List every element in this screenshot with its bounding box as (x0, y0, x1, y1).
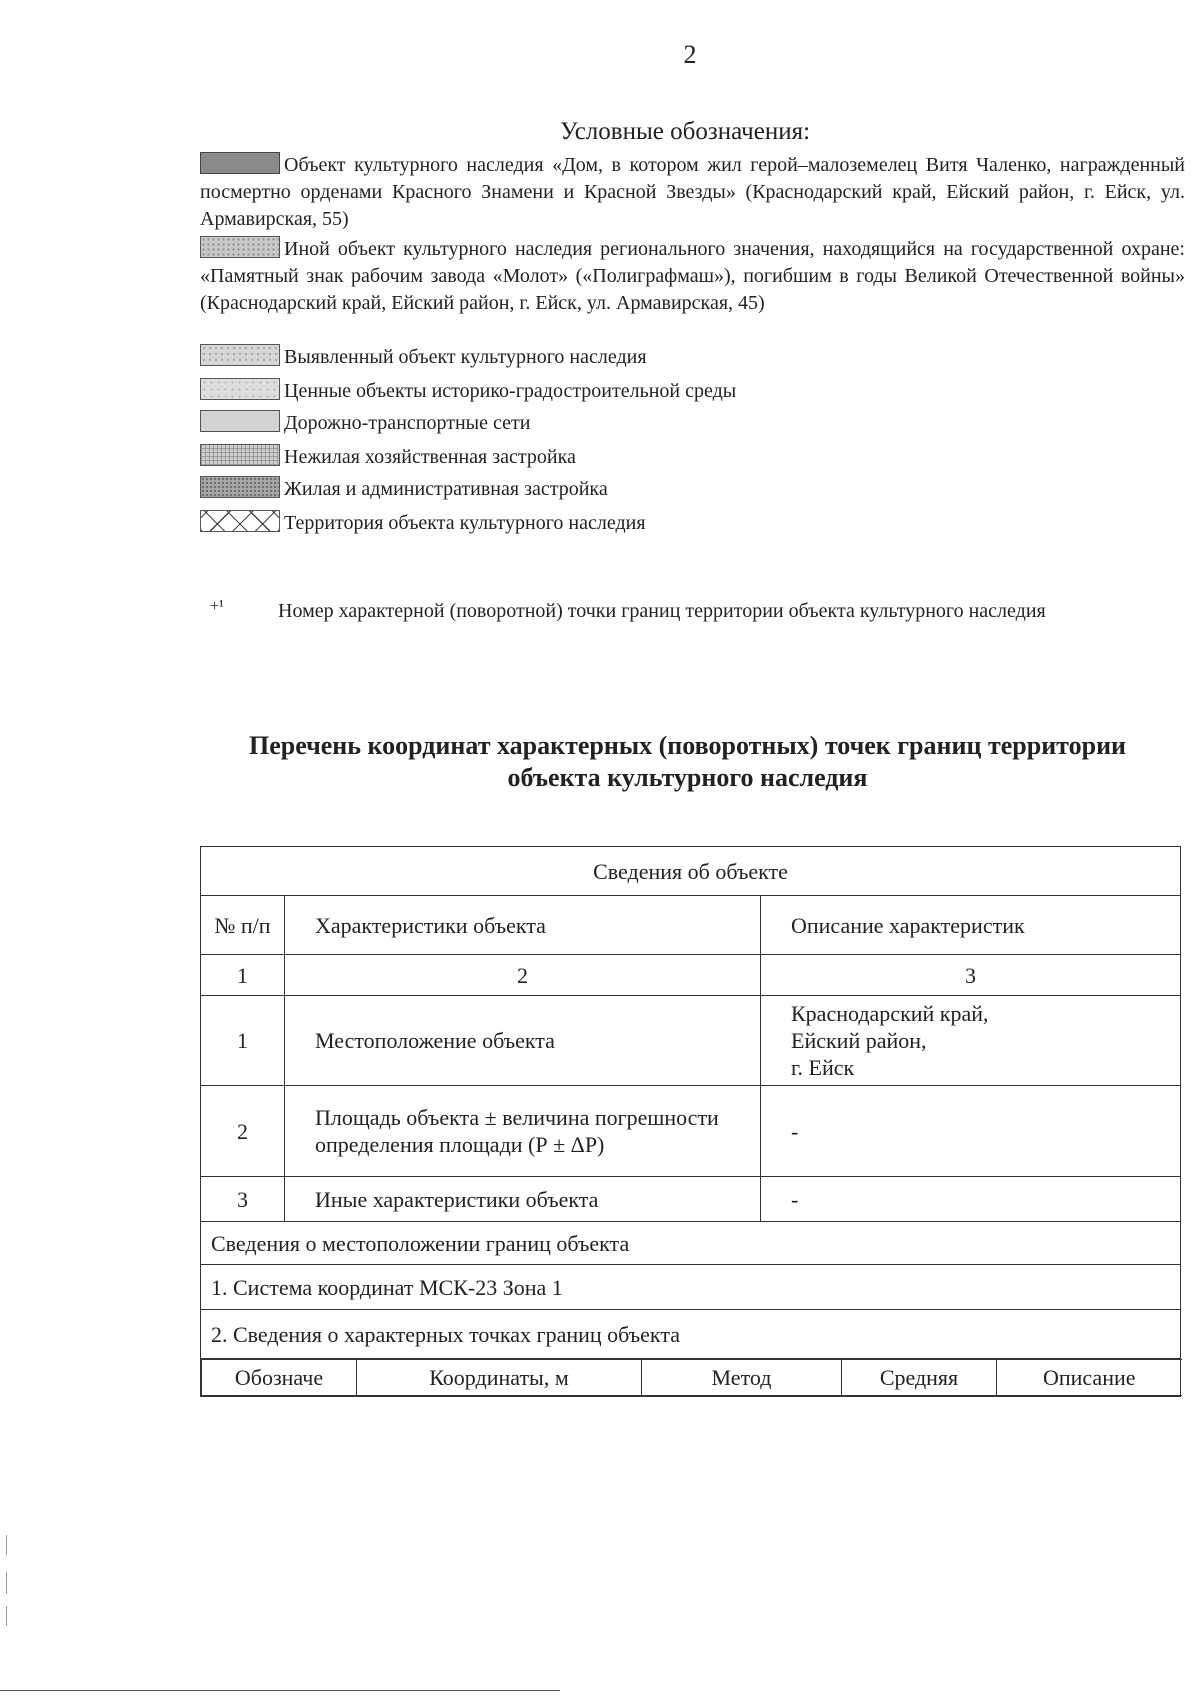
boundary-title-cell: Сведения о местоположении границ объекта (201, 1222, 1181, 1265)
row-desc-cell: - (761, 1086, 1181, 1177)
legend-item-text: Территория объекта культурного наследия (284, 512, 646, 534)
legend-item-text: Объект культурного наследия «Дом, в котором жил герой–малоземелец Витя Чаленко, награжденный посмертно орденами Красного Знамени и Красной Звезды» (Краснодарский край, Ейский район, г. Ейск, ул. Армавирская, 55) (200, 154, 1185, 230)
col-number-cell: 2 (285, 955, 761, 996)
row-desc-cell (761, 996, 1181, 1086)
row-char-cell: Иные характеристики объекта (285, 1177, 761, 1222)
points-header-label: Обозначе (202, 1360, 357, 1396)
legend-item-non-residential (200, 444, 1185, 471)
table-row (201, 847, 1181, 896)
crosshatch-swatch-icon (200, 510, 280, 532)
point-marker-icon: +¹ (210, 598, 224, 615)
header-char-cell: Характеристики объекта (285, 896, 761, 955)
points-header-method: Метод (642, 1360, 842, 1396)
table-row (201, 1222, 1181, 1265)
grid-swatch-icon (200, 444, 280, 466)
row-desc-cell: - (761, 1177, 1181, 1222)
legend-item-heritage-object (200, 152, 1185, 233)
legend-item-text: Нежилая хозяйственная застройка (284, 446, 576, 468)
points-header-description: Описание (997, 1360, 1182, 1396)
table-row (202, 1360, 1182, 1396)
legend-item-residential (200, 476, 1185, 503)
points-header-mean: Средняя (842, 1360, 997, 1396)
table-row (201, 1177, 1181, 1222)
legend-item-text: Жилая и административная застройка (284, 478, 608, 500)
desc-line: г. Ейск (791, 1055, 855, 1080)
page-number: 2 (683, 40, 697, 69)
col-number-cell: 1 (201, 955, 285, 996)
table-row (201, 996, 1181, 1086)
table-row (201, 896, 1181, 955)
legend-item-other-heritage-object (200, 236, 1185, 317)
legend-item-heritage-territory (200, 510, 1185, 537)
col-number-cell: 3 (761, 955, 1181, 996)
points-header-coords: Координаты, м (357, 1360, 642, 1396)
legend-item-point-number (210, 598, 1046, 623)
coordinates-heading (195, 730, 1180, 794)
scan-edge-mark (6, 1572, 7, 1594)
table-row (201, 955, 1181, 996)
legend-item-valuable-objects (200, 378, 1185, 405)
row-num-cell: 1 (201, 996, 285, 1086)
scan-edge-mark (6, 1606, 7, 1626)
row-char-cell: Площадь объекта ± величина погрешности определения площади (Р ± ΔР) (285, 1086, 761, 1177)
row-num-cell: 3 (201, 1177, 285, 1222)
table-row (201, 1086, 1181, 1177)
legend-item-text: Иной объект культурного наследия регионального значения, находящийся на государственной охране: «Памятный знак рабочим завода «Молот» («Полиграфмаш»), погибшим в годы Великой Отечественной войны» (Краснодарский край, Ейский район, г. Ейск, ул. Армавирская, 45) (200, 238, 1185, 314)
dark-fill-swatch-icon (200, 152, 280, 174)
section-title-cell: Сведения об объекте (201, 847, 1181, 896)
object-info-table (200, 846, 1181, 1397)
table-row (201, 1265, 1181, 1310)
header-num-cell: № п/п (201, 896, 285, 955)
scan-edge-mark (6, 1535, 7, 1555)
road-swatch-icon (200, 410, 280, 432)
desc-line: Ейский район, (791, 1028, 927, 1053)
light-dotted-swatch-icon (200, 344, 280, 366)
dotted-swatch-icon (200, 236, 280, 258)
coord-system-cell: 1. Система координат МСК-23 Зона 1 (201, 1265, 1181, 1310)
legend-item-identified-object (200, 344, 1185, 371)
desc-line: Краснодарский край, (791, 1001, 989, 1026)
header-desc-cell: Описание характеристик (761, 896, 1181, 955)
heading-line-2: объекта культурного наследия (507, 763, 868, 792)
dense-dotted-swatch-icon (200, 476, 280, 498)
pale-dotted-swatch-icon (200, 378, 280, 400)
points-title-cell: 2. Сведения о характерных точках границ объекта (201, 1310, 1181, 1359)
bottom-rule (0, 1690, 560, 1691)
table-row (201, 1310, 1181, 1359)
row-char-cell: Местоположение объекта (285, 996, 761, 1086)
heading-line-1: Перечень координат характерных (поворотных) точек границ территории (248, 731, 1127, 760)
legend-item-text: Выявленный объект культурного наследия (284, 346, 647, 368)
points-header-table (201, 1359, 1182, 1396)
points-header-cell (201, 1359, 1181, 1397)
legend-item-text: Номер характерной (поворотной) точки границ территории объекта культурного наследия (278, 600, 1046, 622)
table-row (201, 1359, 1181, 1397)
row-num-cell: 2 (201, 1086, 285, 1177)
legend-title: Условные обозначения: (560, 118, 811, 145)
legend-item-text: Дорожно-транспортные сети (284, 412, 531, 434)
legend-item-text: Ценные объекты историко-градостроительной среды (284, 380, 737, 402)
legend-item-roads (200, 410, 1185, 437)
